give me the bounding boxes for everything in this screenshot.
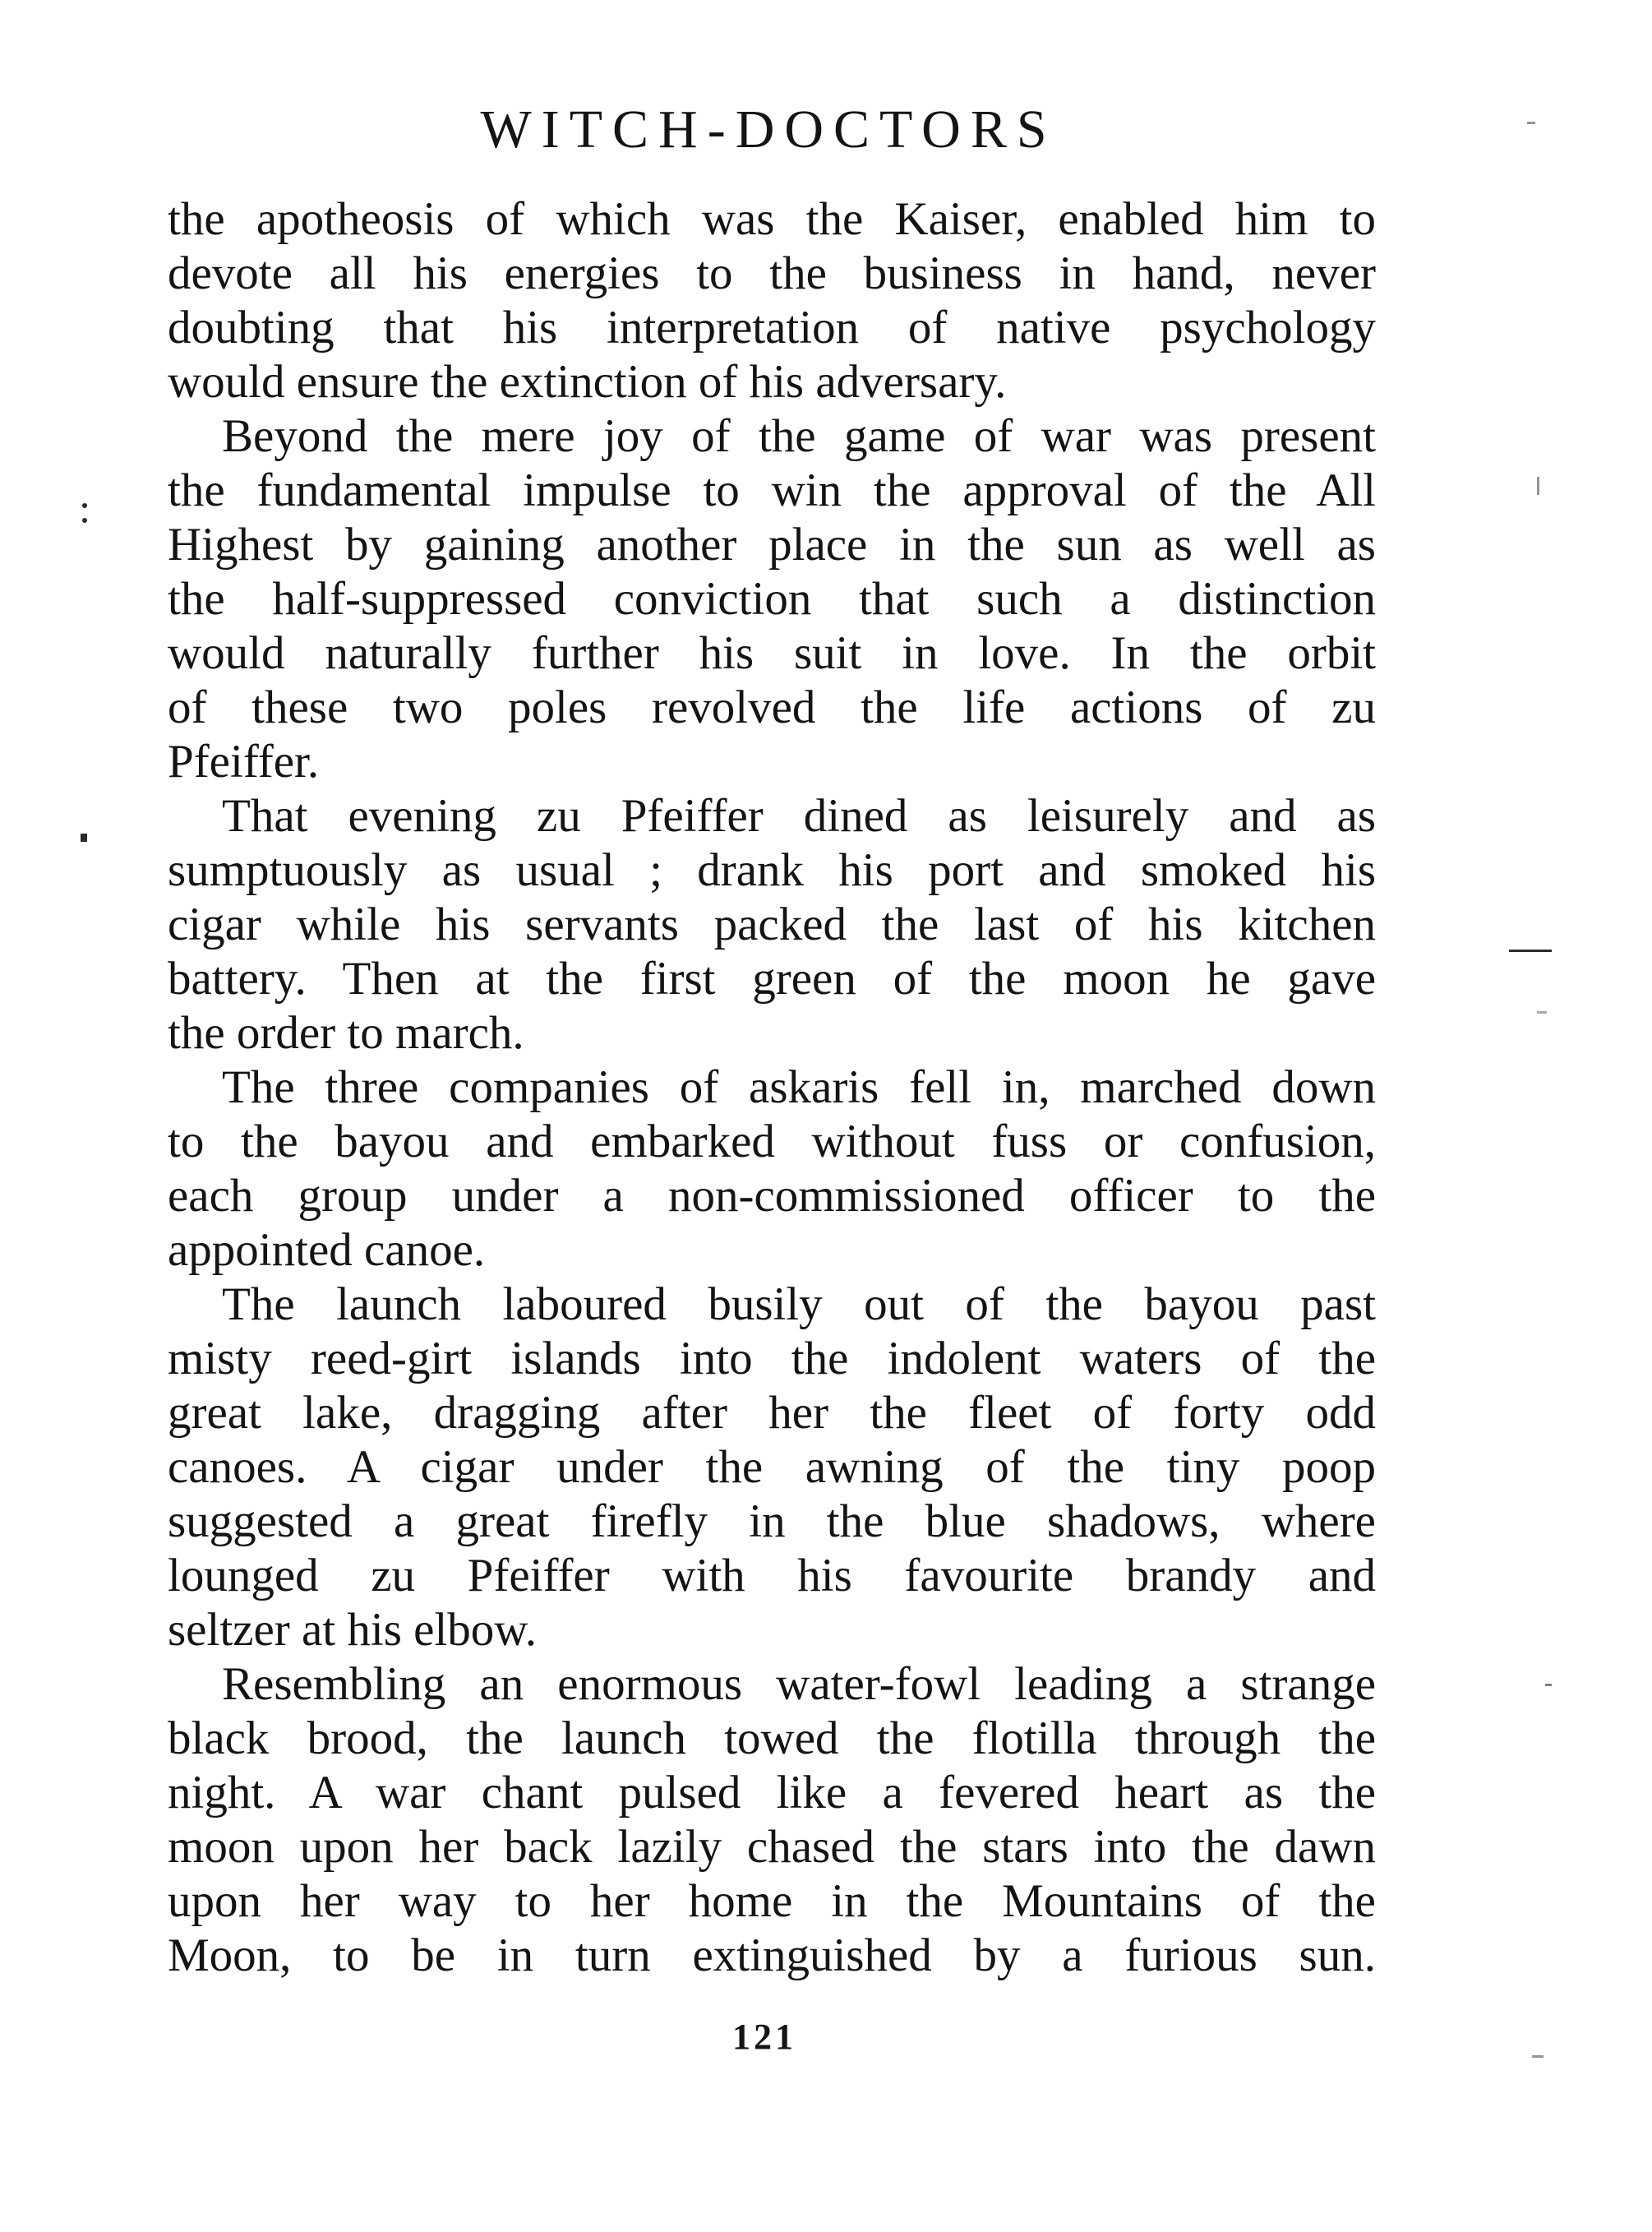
paragraph xyxy=(168,1657,1376,1983)
text-line: night. A war chant pulsed like a fevered heart as the xyxy=(168,1767,1376,1818)
paragraph xyxy=(168,789,1376,1061)
scan-speck xyxy=(1545,1684,1552,1686)
text-line: to the bayou and embarked without fuss or confusion, xyxy=(168,1116,1376,1167)
text-line: lounged zu Pfeiffer with his favourite brandy and xyxy=(168,1550,1376,1601)
scan-speck xyxy=(1527,122,1535,124)
text-line: moon upon her back lazily chased the stars into the dawn xyxy=(168,1821,1376,1873)
text-line: The three companies of askaris fell in, marched down xyxy=(222,1061,1376,1113)
text-line: appointed canoe. xyxy=(168,1224,486,1276)
text-line: would naturally further his suit in love. In the orbit xyxy=(168,627,1376,679)
paragraph xyxy=(168,192,1376,409)
page-number: 121 xyxy=(732,2017,796,2057)
text-line: doubting that his interpretation of native psychology xyxy=(168,302,1376,354)
text-line: Resembling an enormous water-fowl leading a strange xyxy=(222,1658,1376,1710)
text-line: of these two poles revolved the life actions of zu xyxy=(168,682,1376,733)
text-line: battery. Then at the first green of the moon he gave xyxy=(168,953,1376,1005)
text-line: cigar while his servants packed the last of his kitchen xyxy=(168,899,1376,950)
text-line: suggested a great firefly in the blue shadows, where xyxy=(168,1495,1376,1547)
text-line: misty reed-girt islands into the indolent waters of the xyxy=(168,1333,1376,1384)
text-line: That evening zu Pfeiffer dined as leisurely and as xyxy=(222,790,1376,842)
text-line: devote all his energies to the business in hand, never xyxy=(168,247,1376,299)
scan-speck xyxy=(1537,1011,1547,1014)
text-line: the half-suppressed conviction that such a distinction xyxy=(168,573,1376,625)
text-line: Moon, to be in turn extinguished by a furious sun. xyxy=(168,1929,1376,1981)
scan-speck xyxy=(82,518,87,523)
scan-speck xyxy=(1537,477,1539,495)
scan-speck xyxy=(81,834,87,842)
paragraph xyxy=(168,1061,1376,1278)
text-line: black brood, the launch towed the flotilla through the xyxy=(168,1712,1376,1764)
text-line: the order to march. xyxy=(168,1007,524,1059)
text-line: each group under a non-commissioned officer to the xyxy=(168,1170,1376,1222)
text-line: The launch laboured busily out of the bayou past xyxy=(222,1278,1376,1330)
text-line: the apotheosis of which was the Kaiser, enabled him to xyxy=(168,193,1376,245)
scan-speck xyxy=(82,503,87,508)
text-line: canoes. A cigar under the awning of the tiny poop xyxy=(168,1441,1376,1493)
text-line: the fundamental impulse to win the approval of the All xyxy=(168,464,1376,516)
text-line: upon her way to her home in the Mountains of the xyxy=(168,1875,1376,1927)
running-head: WITCH-DOCTORS xyxy=(480,99,1057,159)
text-line: Highest by gaining another place in the sun as well as xyxy=(168,519,1376,571)
paragraph xyxy=(168,1278,1376,1657)
text-line: seltzer at his elbow. xyxy=(168,1604,537,1656)
text-line: great lake, dragging after her the fleet of forty odd xyxy=(168,1387,1376,1439)
body-text xyxy=(168,192,1376,1983)
text-line: sumptuously as usual ; drank his port and smoked his xyxy=(168,844,1376,896)
text-line: Pfeiffer. xyxy=(168,736,320,788)
text-line: Beyond the mere joy of the game of war was present xyxy=(222,410,1376,462)
paragraph xyxy=(168,409,1376,789)
text-line: would ensure the extinction of his adversary. xyxy=(168,356,1007,408)
scan-speck xyxy=(1509,950,1552,952)
scan-speck xyxy=(1532,2055,1544,2058)
